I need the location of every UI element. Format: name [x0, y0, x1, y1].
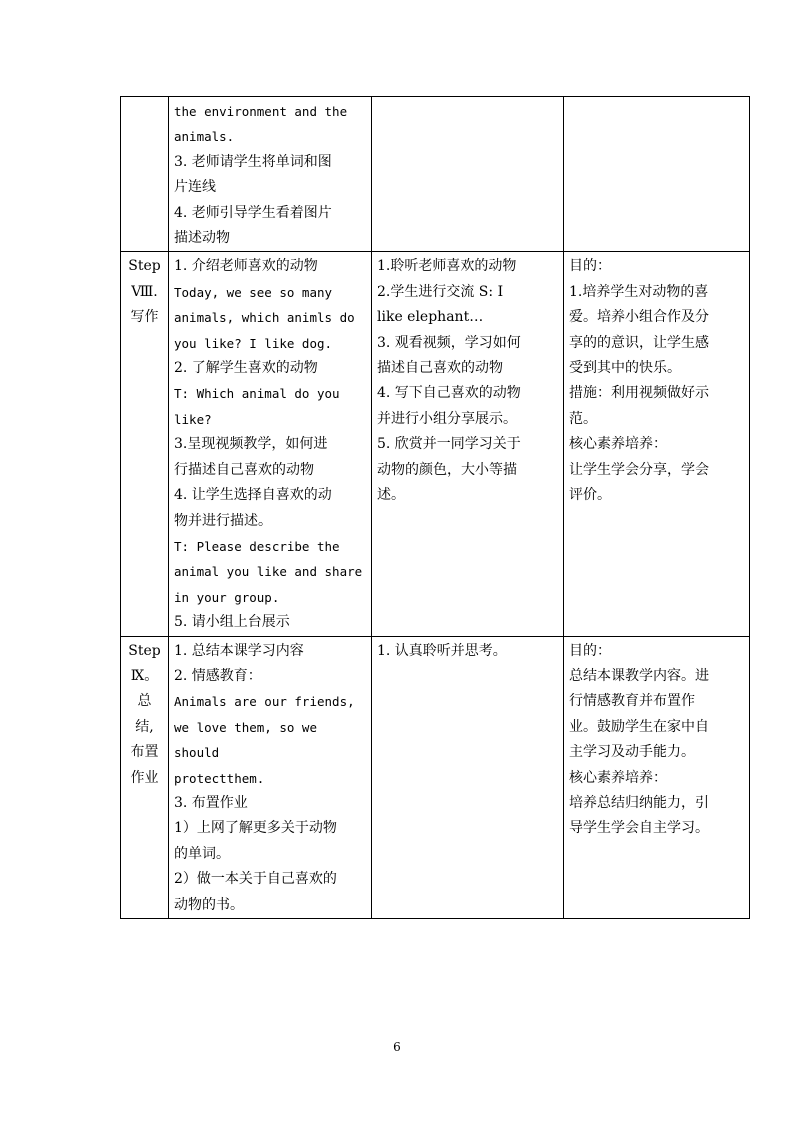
cell-line: 受到其中的快乐。	[569, 360, 681, 377]
cell-line: 行情感教育并布置作	[569, 693, 695, 710]
cell-line: 目的：	[569, 258, 611, 275]
cell-line: 述。	[377, 487, 405, 504]
cell-line: like?	[174, 411, 212, 427]
cell-line: 3.呈现视频教学，如何进	[174, 436, 328, 453]
cell-line: 1. 介绍老师喜欢的动物	[174, 258, 318, 275]
cell-line: 4. 老师引导学生看着图片	[174, 204, 332, 221]
table-row	[121, 252, 750, 636]
cell-line: we love them, so we should	[174, 719, 317, 761]
cell-line: Animals are our friends,	[174, 694, 355, 710]
cell-line: animals, which animls do	[174, 310, 355, 326]
step-cell	[121, 252, 169, 636]
cell-line: Ⅷ.	[131, 283, 158, 300]
cell-line: 布置	[130, 744, 159, 761]
cell-line: protectthem.	[174, 770, 265, 786]
cell-line: animal you like and share	[174, 564, 363, 580]
table-row	[121, 97, 750, 252]
page-number: 6	[393, 1040, 401, 1054]
cell-line: 核心素养培养：	[569, 436, 667, 453]
cell-line: Ⅸ。	[130, 667, 159, 684]
cell-line: 并进行小组分享展示。	[377, 410, 517, 427]
cell-line: 范。	[569, 410, 597, 427]
cell-line: 主学习及动手能力。	[569, 744, 695, 761]
step-cell	[121, 636, 169, 918]
lesson-plan-table	[120, 96, 750, 919]
cell-line: 动物的颜色，大小等描	[377, 461, 517, 478]
cell-line: 2. 了解学生喜欢的动物	[174, 360, 318, 377]
cell-line: the environment and the	[174, 104, 348, 119]
cell-line: 2.学生进行交流 S: I	[377, 283, 504, 300]
cell-line: 5. 请小组上台展示	[174, 614, 290, 631]
student-activity-cell	[372, 252, 564, 636]
cell-line: 业。鼓励学生在家中自	[569, 718, 709, 735]
cell-line: 核心素养培养：	[569, 769, 667, 786]
cell-line: like elephant…	[377, 309, 484, 326]
cell-line: Step	[128, 642, 161, 659]
cell-line: 动物的书。	[174, 896, 244, 913]
cell-line: T: Which animal do you	[174, 386, 340, 402]
cell-line: 措施：利用视频做好示	[569, 385, 709, 402]
cell-line: you like? I like dog.	[174, 335, 333, 351]
cell-line: 3. 老师请学生将单词和图	[174, 153, 332, 170]
cell-line: 物并进行描述。	[174, 512, 272, 529]
cell-line: animals.	[174, 129, 235, 145]
table-row	[121, 636, 750, 918]
cell-line: 2. 情感教育：	[174, 667, 262, 684]
step-cell	[121, 97, 169, 252]
cell-line: 片连线	[174, 179, 216, 196]
purpose-cell	[564, 97, 750, 252]
cell-line: 享的的意识，让学生感	[569, 334, 709, 351]
cell-line: T: Please describe the	[174, 538, 340, 554]
cell-line: 结,	[135, 718, 154, 735]
cell-line: 写作	[130, 309, 159, 326]
cell-line: 描述自己喜欢的动物	[377, 360, 503, 377]
purpose-cell	[564, 636, 750, 918]
student-activity-cell	[372, 636, 564, 918]
cell-line: 作业	[130, 769, 159, 786]
cell-line: 行描述自己喜欢的动物	[174, 461, 314, 478]
cell-line: 1. 认真聆听并思考。	[377, 642, 507, 659]
cell-line: 4. 让学生选择自喜欢的动	[174, 487, 332, 504]
cell-line: 1.聆听老师喜欢的动物	[377, 258, 517, 275]
cell-line: in your group.	[174, 589, 280, 605]
teacher-activity-cell	[169, 636, 372, 918]
purpose-cell	[564, 252, 750, 636]
cell-line: 爱。培养小组合作及分	[569, 309, 709, 326]
teacher-activity-cell	[169, 252, 372, 636]
cell-line: 1.培养学生对动物的喜	[569, 283, 709, 300]
cell-line: Today, we see so many	[174, 284, 333, 300]
cell-line: Step	[128, 258, 161, 275]
cell-line: 的单词。	[174, 845, 230, 862]
student-activity-cell	[372, 97, 564, 252]
cell-line: 总结本课教学内容。进	[569, 667, 709, 684]
cell-line: 评价。	[569, 487, 611, 504]
cell-line: 让学生学会分享，学会	[569, 461, 709, 478]
cell-line: 3. 布置作业	[174, 794, 248, 811]
cell-line: 1）上网了解更多关于动物	[174, 820, 337, 837]
cell-line: 培养总结归纳能力，引	[569, 794, 709, 811]
cell-line: 导学生学会自主学习。	[569, 820, 709, 837]
teacher-activity-cell	[169, 97, 372, 252]
cell-line: 2）做一本关于自己喜欢的	[174, 871, 337, 888]
cell-line: 5. 欣赏并一同学习关于	[377, 436, 521, 453]
cell-line: 目的：	[569, 642, 611, 659]
cell-line: 3. 观看视频，学习如何	[377, 334, 521, 351]
cell-line: 4. 写下自己喜欢的动物	[377, 385, 521, 402]
cell-line: 描述动物	[174, 230, 230, 247]
cell-line: 总	[137, 693, 152, 710]
cell-line: 1. 总结本课学习内容	[174, 642, 304, 659]
